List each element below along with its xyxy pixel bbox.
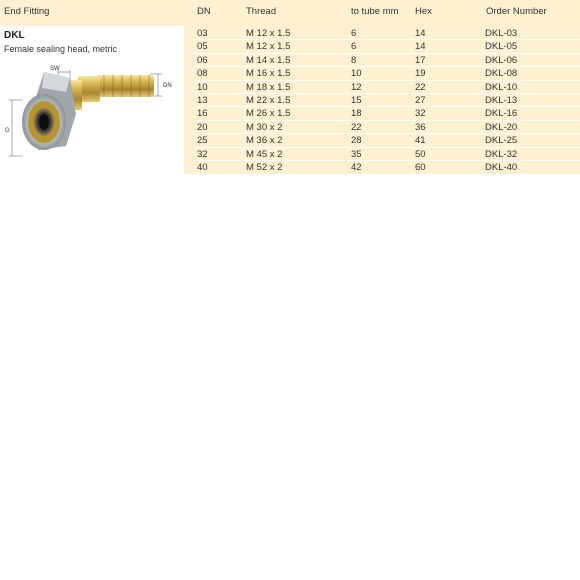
table-row [184, 27, 580, 40]
table-row [184, 148, 580, 161]
cell-to-tube: 6 [351, 28, 357, 39]
cell-thread: M 16 x 1.5 [246, 68, 291, 80]
cell-to-tube: 8 [351, 54, 357, 66]
header-thread: Thread [246, 6, 277, 17]
product-code: DKL [4, 30, 25, 41]
cell-to-tube: 42 [351, 162, 362, 173]
cell-hex: 41 [415, 135, 426, 147]
table-row [184, 54, 580, 67]
table-row [184, 107, 580, 120]
cell-order: DKL-16 [485, 108, 518, 120]
cell-dn: 13 [197, 95, 208, 106]
cell-hex: 32 [415, 108, 426, 120]
table-row [184, 121, 580, 134]
cell-dn: 10 [197, 81, 208, 93]
table-row [184, 134, 580, 147]
fitting-collar [70, 76, 100, 110]
cell-to-tube: 6 [351, 41, 357, 53]
label-g: G [5, 128, 10, 134]
cell-dn: 05 [197, 41, 208, 53]
header-to-tube: to tube mm [351, 6, 399, 17]
cell-order: DKL-08 [485, 68, 518, 80]
cell-thread: M 12 x 1.5 [246, 28, 291, 39]
cell-order: DKL-03 [485, 28, 518, 39]
cell-to-tube: 35 [351, 148, 362, 160]
table-row [184, 40, 580, 53]
cell-to-tube: 12 [351, 81, 362, 93]
cell-hex: 14 [415, 41, 426, 53]
cell-to-tube: 18 [351, 108, 362, 120]
cell-order: DKL-06 [485, 54, 518, 66]
header-order-number: Order Number [486, 6, 547, 17]
cell-hex: 27 [415, 95, 426, 106]
cell-thread: M 22 x 1.5 [246, 95, 291, 106]
cell-dn: 32 [197, 148, 208, 160]
cell-thread: M 14 x 1.5 [246, 54, 291, 66]
table-row [184, 67, 580, 80]
header-dn: DN [197, 6, 211, 17]
product-description: Female sealing head, metric [4, 44, 118, 54]
cell-thread: M 52 x 2 [246, 162, 283, 173]
label-sw: SW [50, 66, 60, 72]
cell-order: DKL-05 [485, 41, 518, 53]
cell-dn: 06 [197, 54, 208, 66]
cell-thread: M 45 x 2 [246, 148, 283, 160]
cell-to-tube: 15 [351, 95, 362, 106]
cell-hex: 14 [415, 28, 426, 39]
cell-dn: 16 [197, 108, 208, 120]
cell-hex: 36 [415, 121, 426, 133]
table-row [184, 94, 580, 107]
cell-order: DKL-20 [485, 121, 518, 133]
cell-to-tube: 28 [351, 135, 362, 147]
cell-thread: M 12 x 1.5 [246, 41, 291, 53]
cell-to-tube: 22 [351, 121, 362, 133]
fitting-image [0, 62, 184, 174]
cell-hex: 22 [415, 81, 426, 93]
cell-thread: M 18 x 1.5 [246, 81, 291, 93]
cell-dn: 40 [197, 162, 208, 173]
cell-order: DKL-25 [485, 135, 518, 147]
cell-hex: 60 [415, 162, 426, 173]
cell-dn: 20 [197, 121, 208, 133]
cell-hex: 19 [415, 68, 426, 80]
table-row [184, 161, 580, 174]
cell-order: DKL-13 [485, 95, 518, 106]
cell-order: DKL-40 [485, 162, 518, 173]
cell-dn: 08 [197, 68, 208, 80]
cell-to-tube: 10 [351, 68, 362, 80]
table-row [184, 81, 580, 94]
cell-hex: 17 [415, 54, 426, 66]
cell-hex: 50 [415, 148, 426, 160]
cell-thread: M 26 x 1.5 [246, 108, 291, 120]
cell-order: DKL-32 [485, 148, 518, 160]
cell-thread: M 30 x 2 [246, 121, 283, 133]
header-end-fitting: End Fitting [4, 6, 50, 17]
cell-dn: 25 [197, 135, 208, 147]
cell-thread: M 36 x 2 [246, 135, 283, 147]
cell-order: DKL-10 [485, 81, 518, 93]
union-nut [22, 72, 76, 150]
hose-tail [96, 75, 154, 97]
label-dn: DN [163, 83, 172, 89]
cell-dn: 03 [197, 28, 208, 39]
header-hex: Hex [415, 6, 432, 17]
